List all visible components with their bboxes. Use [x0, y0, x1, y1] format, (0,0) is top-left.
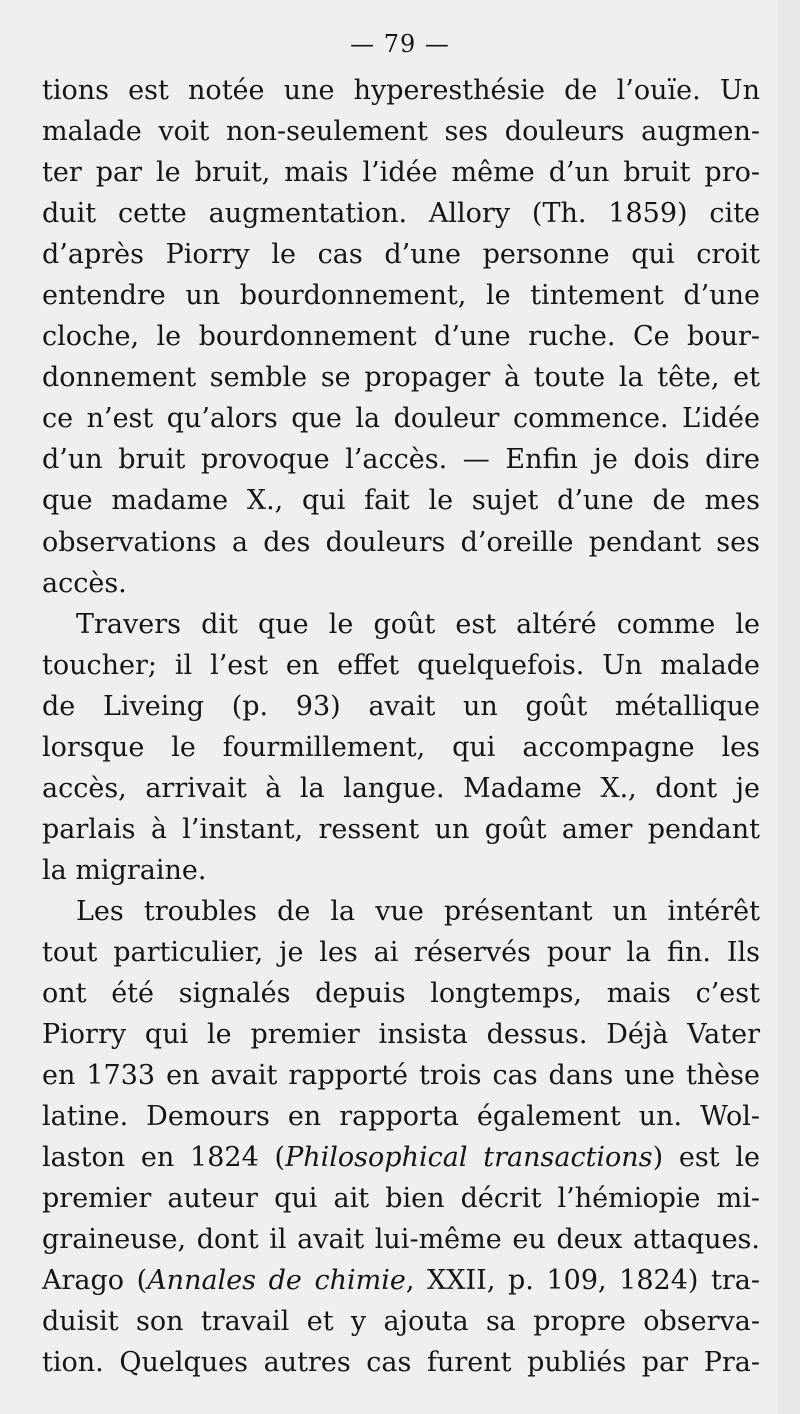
text-line: donnement semble se propager à toute la tête, et	[42, 362, 760, 394]
text-line: accès, arrivait à la langue. Madame X., dont je	[42, 772, 760, 804]
text-line: premier auteur qui ait bien décrit l’hémiopie mi-	[42, 1183, 760, 1215]
text-line: toucher; il l’est en effet quelquefois. Un malade	[42, 649, 760, 681]
text-line: ce n’est qu’alors que la douleur commence. L’idée	[42, 403, 760, 435]
text-line: cloche, le bourdonnement d’une ruche. Ce bour-	[42, 321, 760, 353]
text-line: en 1733 en avait rapporté trois cas dans une thèse	[42, 1060, 760, 1092]
text-line-with-italic-title	[42, 1137, 760, 1178]
text-line: duit cette augmentation. Allory (Th. 1859) cite	[42, 198, 760, 230]
text-line: entendre un bourdonnement, le tintement d’une	[42, 280, 760, 312]
text-line-start: Arago (	[42, 1265, 148, 1297]
text-line: de Liveing (p. 93) avait un goût métallique	[42, 690, 760, 722]
text-line: parlais à l’instant, ressent un goût amer pendant	[42, 813, 760, 845]
text-line: d’un bruit provoque l’accès. — Enfin je dois dire	[42, 444, 760, 476]
italic-title: Annales de chimie	[147, 1265, 406, 1297]
paragraph-end-line: accès.	[42, 567, 127, 599]
text-line: lorsque le fourmillement, qui accompagne les	[42, 731, 760, 763]
text-line: graineuse, dont il avait lui-même eu deux attaques.	[42, 1224, 760, 1256]
text-line: malade voit non-seulement ses douleurs augmen-	[42, 116, 760, 148]
text-line: ont été signalés depuis longtemps, mais c’est	[42, 978, 760, 1010]
paragraph-first-line: Travers dit que le goût est altéré comme le	[76, 608, 760, 640]
text-line: observations a des douleurs d’oreille pendant ses	[42, 526, 760, 558]
text-line: ter par le bruit, mais l’idée même d’un bruit pro-	[42, 157, 760, 189]
italic-title: Philosophical transactions	[285, 1142, 653, 1174]
paragraph-end-line: la migraine.	[42, 854, 207, 886]
text-line: tions est notée une hyperesthésie de l’ouïe. Un	[42, 75, 760, 106]
text-line: latine. Demours en rapporta également un. Wol-	[42, 1101, 760, 1133]
paragraph-first-line: Les troubles de la vue présentant un intérêt	[76, 895, 760, 927]
text-line: que madame X., qui fait le sujet d’une de mes	[42, 485, 760, 517]
text-line: duisit son travail et y ajouta sa propre observa-	[42, 1306, 760, 1338]
page-edge-shadow	[778, 0, 800, 1414]
body-text	[42, 70, 760, 1384]
text-line-end: , XXII, p. 109, 1824) tra-	[405, 1265, 760, 1297]
text-line: Piorry qui le premier insista dessus. Déjà Vater	[42, 1019, 760, 1051]
text-line: d’après Piorry le cas d’une personne qui croit	[42, 239, 760, 271]
text-line: tion. Quelques autres cas furent publiés par Pra-	[42, 1347, 760, 1379]
text-line: tout particulier, je les ai réservés pour la fin. Ils	[42, 936, 760, 968]
text-line-with-italic-title	[42, 1260, 760, 1301]
text-line-end: ) est le	[652, 1142, 760, 1174]
page-number: — 79 —	[350, 30, 450, 58]
text-line-start: laston en 1824 (	[42, 1142, 286, 1174]
